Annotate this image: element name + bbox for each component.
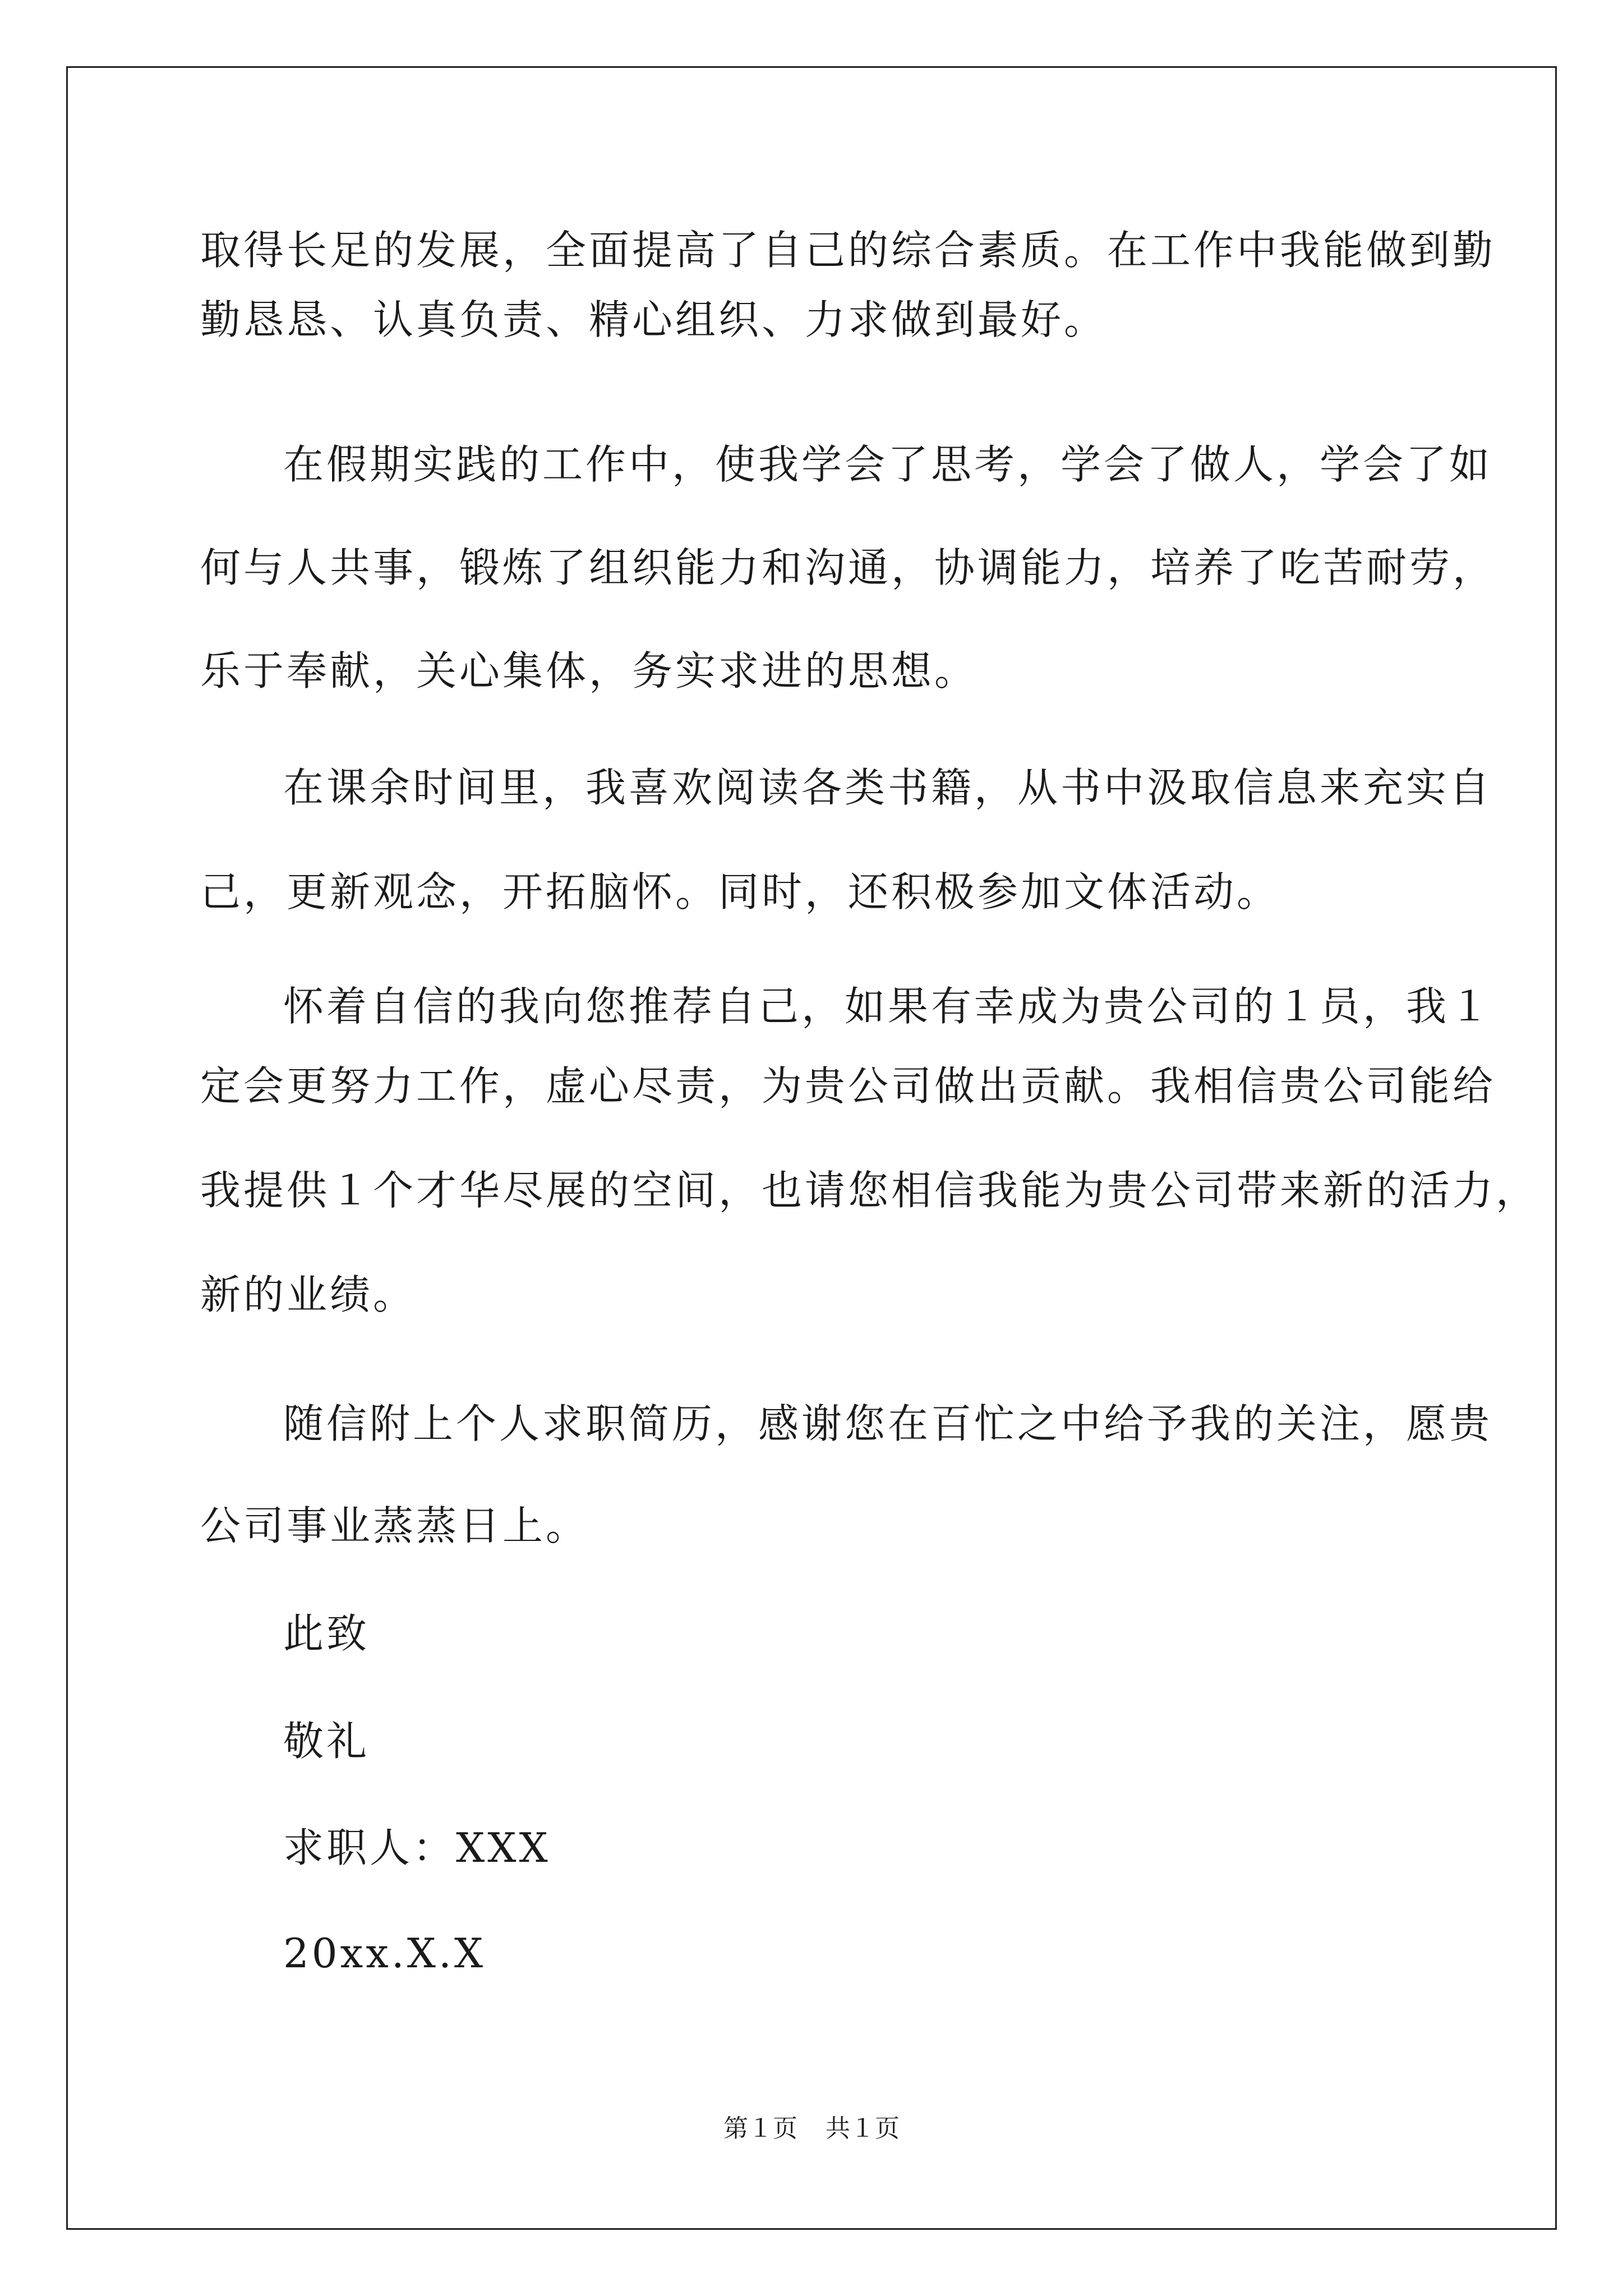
body-line: 勤恳恳、认真负责、精心组织、力求做到最好。 xyxy=(200,296,1108,343)
page-number-total: 共１页 xyxy=(826,2114,900,2143)
body-line: 定会更努力工作，虚心尽责，为贵公司做出贡献。我相信贵公司能给 xyxy=(200,1062,1496,1110)
body-line: 取得长足的发展，全面提高了自己的综合素质。在工作中我能做到勤 xyxy=(200,227,1496,274)
closing-salutation: 此致 xyxy=(283,1610,370,1657)
applicant-signature: 求职人：XXX xyxy=(283,1824,551,1871)
paragraph-start-line: 怀着自信的我向您推荐自己，如果有幸成为贵公司的１员，我１ xyxy=(283,983,1493,1030)
page-number-current: 第１页 xyxy=(723,2114,797,2143)
body-line: 何与人共事，锻炼了组织能力和沟通，协调能力，培养了吃苦耐劳， xyxy=(200,544,1496,591)
page-footer xyxy=(0,2112,1623,2146)
body-line: 新的业绩。 xyxy=(200,1271,417,1318)
paragraph-start-line: 在假期实践的工作中，使我学会了思考，学会了做人，学会了如 xyxy=(283,441,1493,488)
body-line: 公司事业蒸蒸日上。 xyxy=(200,1502,589,1549)
closing-regards: 敬礼 xyxy=(283,1718,370,1765)
body-line: 我提供１个才华尽展的空间，也请您相信我能为贵公司带来新的活力， xyxy=(200,1167,1539,1214)
letter-date: 20xx.X.X xyxy=(283,1930,486,1977)
body-line: 乐于奉献，关心集体，务实求进的思想。 xyxy=(200,647,978,694)
body-line: 己，更新观念，开拓脑怀。同时，还积极参加文体活动。 xyxy=(200,868,1280,915)
paragraph-start-line: 随信附上个人求职简历，感谢您在百忙之中给予我的关注，愿贵 xyxy=(283,1400,1493,1447)
paragraph-start-line: 在课余时间里，我喜欢阅读各类书籍，从书中汲取信息来充实自 xyxy=(283,764,1493,811)
page-border xyxy=(66,66,1557,2230)
